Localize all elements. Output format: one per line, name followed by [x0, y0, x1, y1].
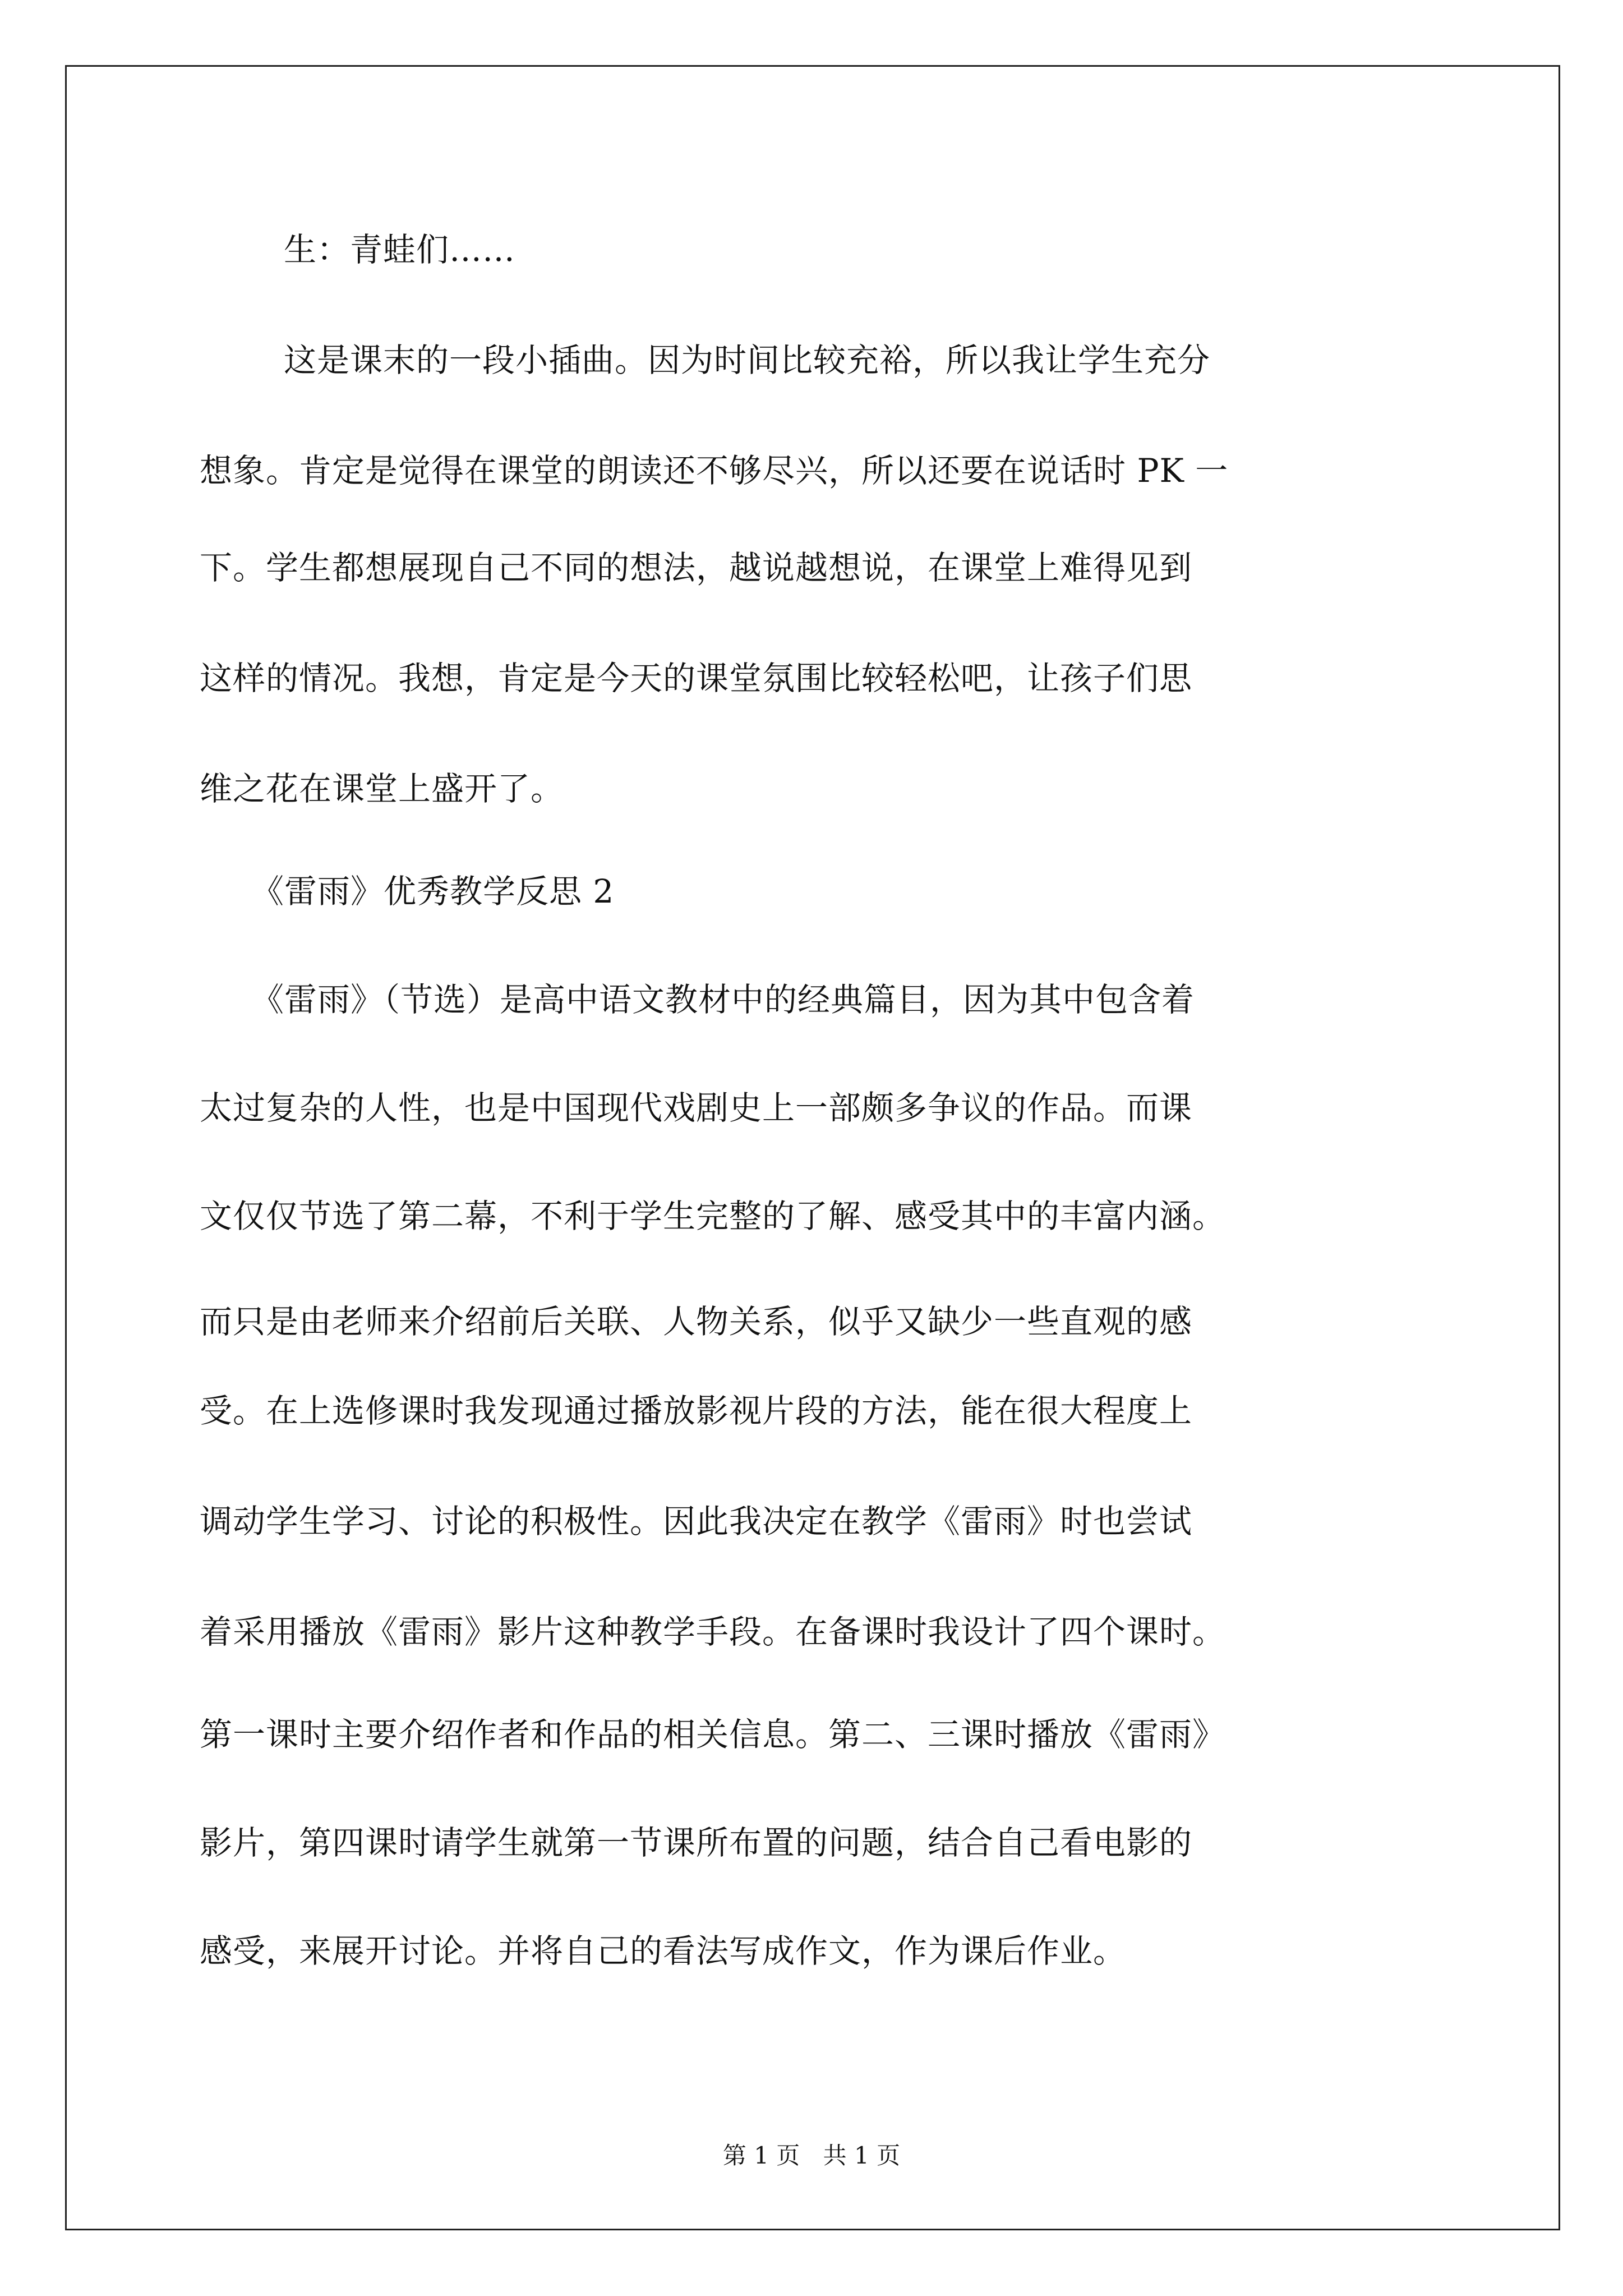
body-line: 生：青蛙们……	[284, 231, 516, 269]
body-line: 想象。肯定是觉得在课堂的朗读还不够尽兴，所以还要在说话时 PK 一	[200, 452, 1229, 490]
body-line: 《雷雨》（节选）是高中语文教材中的经典篇目，因为其中包含着	[251, 981, 1195, 1019]
body-line: 受。在上选修课时我发现通过播放影视片段的方法，能在很大程度上	[200, 1392, 1193, 1430]
body-line: 调动学生学习、讨论的积极性。因此我决定在教学《雷雨》时也尝试	[200, 1502, 1193, 1540]
body-line: 维之花在课堂上盛开了。	[200, 770, 564, 808]
section-heading: 《雷雨》优秀教学反思 2	[251, 872, 615, 910]
body-line: 文仅仅节选了第二幕，不利于学生完整的了解、感受其中的丰富内涵。	[200, 1197, 1226, 1235]
page-footer	[0, 2137, 1623, 2171]
body-line: 第一课时主要介绍作者和作品的相关信息。第二、三课时播放《雷雨》	[200, 1715, 1226, 1754]
body-line: 而只是由老师来介绍前后关联、人物关系，似乎又缺少一些直观的感	[200, 1303, 1193, 1341]
body-line: 影片，第四课时请学生就第一节课所布置的问题，结合自己看电影的	[200, 1824, 1193, 1862]
page-number: 第 1 页	[722, 2142, 800, 2169]
body-line: 这样的情况。我想，肯定是今天的课堂氛围比较轻松吧，让孩子们思	[200, 659, 1193, 697]
body-line: 感受，来展开讨论。并将自己的看法写成作文，作为课后作业。	[200, 1932, 1127, 1970]
body-line: 这是课末的一段小插曲。因为时间比较充裕，所以我让学生充分	[284, 341, 1211, 379]
body-line: 着采用播放《雷雨》影片这种教学手段。在备课时我设计了四个课时。	[200, 1613, 1226, 1651]
body-line: 太过复杂的人性，也是中国现代戏剧史上一部颇多争议的作品。而课	[200, 1089, 1193, 1127]
body-line: 下。学生都想展现自己不同的想法，越说越想说，在课堂上难得见到	[200, 549, 1193, 587]
page-border	[65, 65, 1560, 2230]
page-total: 共 1 页	[823, 2142, 901, 2169]
